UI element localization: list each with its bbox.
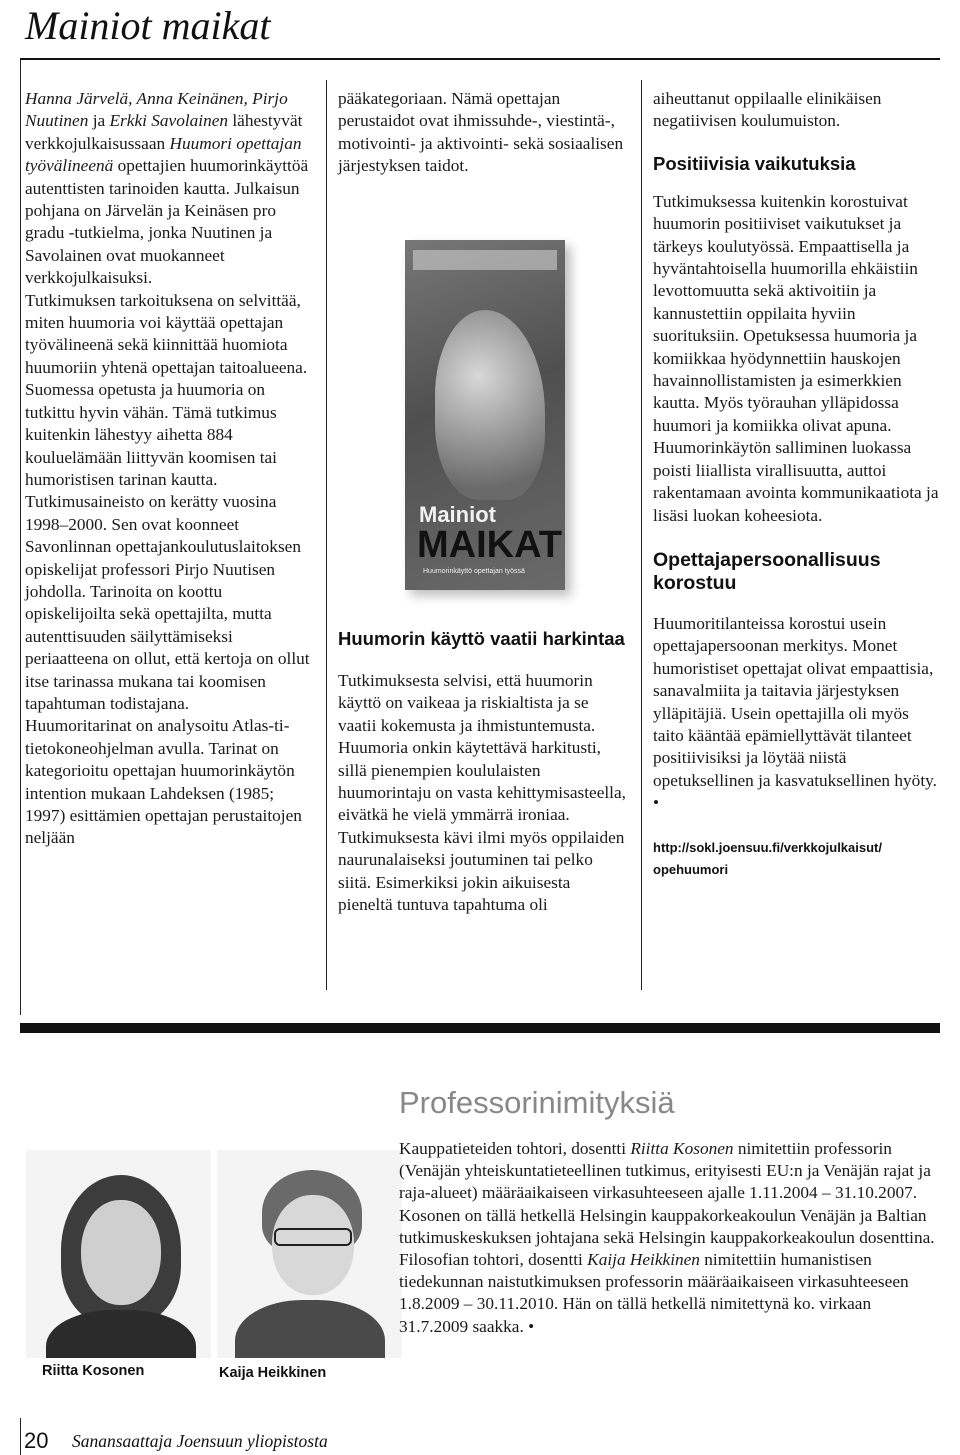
web-link-line1[interactable]: http://sokl.joensuu.fi/verkkojulkaisut/ (653, 839, 882, 855)
book-title-line2: MAIKAT (417, 524, 562, 566)
heikkinen-intro: Filosofian tohtori, dosentti (399, 1250, 588, 1270)
publication-footer: Sanansaattaja Joensuun yliopistosta (72, 1431, 328, 1451)
connector-text: ja (88, 111, 110, 131)
purpose-paragraph: Tutkimuksen tarkoituksena on selvittää, miten huumoria voi käyttää opettajan työvälineenä sekä kiinnittää huomiota huumoriin yhtenä opettajan taitoalueena. Suomessa opetusta ja huumoria on tutkittu hyvin vähän. Tämä tutkimus kuitenkin lähestyy aihetta 884 kouluelämään liittyvän koomisen tai humoristisen tarinan kautta. Tutkimusaineisto on kerätty vuosina 1998–2000. Sen ovat koonneet Savonlinnan opettajankoulutuslaitoksen opiskelijat professori Pirjo Nuutisen johdolla. Tarinoita on koottu opiskelijoilta sekä opettajilta, mutta autenttisuuden säilyttämiseksi periaatteena on ollut, että kertoja on ollut itse tarinassa mukana tai koomisen tapahtuman todistajana. (25, 290, 310, 713)
rooster-illustration (435, 310, 545, 500)
intro-paragraph (25, 88, 315, 290)
heikkinen-text: nimitettiin humanistisen tiedekunnan naistutkimuksen professorin määräaikaiseen virkasuhteeseen 1.8.2009 – 30.11.2010. Hän on tällä hetkellä nimitettynä ko. virkaan 31.7.2009 saakka. • (399, 1250, 909, 1336)
photo-riitta-kosonen (26, 1150, 211, 1358)
book-subtitle: Huumorinkäyttö opettajan työssä (423, 568, 525, 575)
web-link-line2[interactable]: opehuumori (653, 861, 729, 877)
page-title: Mainiot maikat (25, 3, 271, 48)
section-heading-harkinta: Huumorin käyttö vaatii harkintaa (338, 628, 625, 649)
photo-kaija-heikkinen (217, 1150, 402, 1358)
section-heading-persona: Opettajapersoonallisuus korostuu (653, 548, 881, 594)
professors-heading: Professorinimityksiä (399, 1085, 675, 1120)
kosonen-text: nimitettiin professorin (Venäjän yhteiskuntatieteellinen tutkimus, erityisesti EU:n ja Venäjän rajat ja raja-alueet) määräaikaiseen virkasuhteeseen ajalle 1.11.2004 – 31.10.2007. Kosonen on tällä hetkellä Helsingin kauppakorkeakoulun Venäjän ja Baltian tutkimuskeskuksen johtajana sekä Helsingin kauppakorkeakoulun dosenttina. (399, 1139, 935, 1247)
column-divider-1 (326, 80, 327, 990)
positive-paragraph: Tutkimuksessa kuitenkin korostuivat huumorin positiiviset vaikutukset ja tärkeys koulutyössä. Empaattisella ja hyväntahtoisella huumorilla ehkäistiin levottomuutta sekä aktivoitiin ja kannustettiin oppilaita hyviin suorituksiin. Opetuksessa huumoria ja komiikkaa hyödynnettiin hauskojen havainnollistamisten ja esimerkkien kautta. Myös työrauhan ylläpidossa huumori ja komiikka olivat apuna. Huumorinkäytön salliminen luokassa poisti liiallista virallisuutta, auttoi rakentamaan avointa kommunikaatiota ja lisäsi luokan koheesiota. (653, 191, 939, 525)
harkinta-paragraph: Tutkimuksesta selvisi, että huumorin käyttö on vaikeaa ja riskialtista ja se vaatii kokemusta ja ihmistuntemusta. Huumoria onkin käytettävä harkitusti, sillä pienempien koululaisten huumorintaju on vasta kehittymisasteella, eivätkä he vielä ymmärrä ironiaa. Tutkimuksesta kävi ilmi myös oppilaiden naurunalaiseksi joutuminen tai pelko siitä. Esimerkiksi jokin aikuisesta pieneltä tuntuva tapahtuma oli (338, 671, 626, 915)
professors-text (399, 1138, 939, 1338)
portrait-glasses (274, 1228, 352, 1246)
top-rule (20, 58, 940, 60)
portrait-body (46, 1310, 196, 1358)
article-column-2 (338, 88, 628, 178)
article-column-2-lower (338, 628, 628, 916)
portrait-body (235, 1300, 385, 1358)
intro-text: lähestyvät verkkojulkaisussaan (25, 111, 303, 153)
article-column-3 (653, 88, 943, 881)
footer-rule (20, 1418, 21, 1455)
persona-paragraph: Huumoritilanteissa korostui usein opettajapersoonan merkitys. Monet humoristiset opettajat olivat empaattisia, sanavalmiita ja taitavia järjestyksen ylläpitäjiä. Usein opettajilla oli myös taito kääntää epämiellyttävät tilanteet positiivisiksi ja löytää niistä opetuksellinen ja kasvatuksellinen hyöty. • (653, 613, 937, 813)
categories-paragraph: pääkategoriaan. Nämä opettajan perustaidot ovat ihmissuhde-, viestintä-, motivointi- ja aktivointi- sekä sosiaalisen järjestyksen taidot. (338, 89, 624, 176)
web-link[interactable] (653, 837, 943, 881)
heikkinen-paragraph (399, 1249, 939, 1338)
article-column-1 (25, 88, 315, 850)
section-heading-positive: Positiivisia vaikutuksia (653, 152, 856, 174)
photo-caption-heikkinen: Kaija Heikkinen (219, 1365, 327, 1381)
portrait-face (81, 1200, 161, 1305)
kosonen-intro: Kauppatieteiden tohtori, dosentti (399, 1139, 631, 1158)
book-title-line1: Mainiot (419, 502, 496, 527)
column-divider-2 (641, 80, 642, 990)
photo-caption-kosonen: Riitta Kosonen (42, 1363, 145, 1379)
publication-name: Huumori opettajan työvälineenä (25, 133, 302, 176)
book-cover-band (413, 250, 557, 270)
analysis-paragraph: Huumoritarinat on analysoitu Atlas-ti-tietokoneohjelman avulla. Tarinat on kategorioitu opettajan huumorinkäytön intention mukaan Lahdeksen (1985; 1997) esittämien opettajan perustaitojen neljään (25, 716, 302, 848)
memory-paragraph: aiheuttanut oppilaalle elinikäisen negatiivisen koulumuiston. (653, 89, 882, 131)
heikkinen-name: Kaija Heikkinen (587, 1250, 700, 1270)
book-cover-image (405, 240, 565, 590)
intro-text-cont: opettajien huumorinkäyttöä autenttisten tarinoiden kautta. Julkaisun pohjana on Järvelän ja Keinäsen pro gradu -tutkielma, jonka Nuutinen ja Savolainen ovat muokanneet verkkojulkaisuksi. (25, 156, 309, 288)
authors: Hanna Järvelä, Anna Keinänen, Pirjo Nuutinen (25, 89, 288, 131)
page-number: 20 (24, 1428, 49, 1453)
section-divider (20, 1023, 940, 1033)
kosonen-paragraph (399, 1138, 939, 1249)
column-divider-left (20, 60, 21, 1015)
author-last: Erkki Savolainen (109, 111, 229, 131)
kosonen-name: Riitta Kosonen (630, 1139, 734, 1158)
